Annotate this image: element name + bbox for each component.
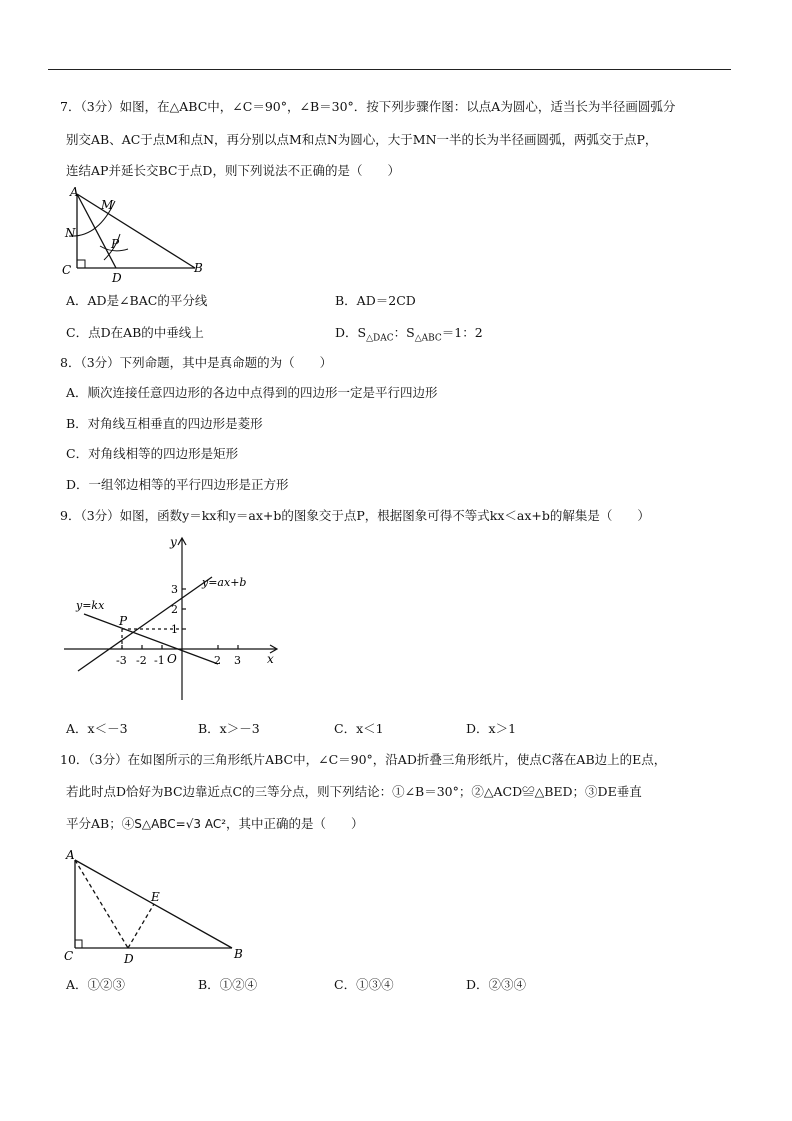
q9-stem: 9．（3分）如图，函数y＝kx和y＝ax+b的图象交于点P，根据图象可得不等式kx＜ax+b的解集是（ ） [60,508,650,523]
q7-triangle [69,194,195,268]
q7-stem-line3: 连结AP并延长交BC于点D，则下列说法不正确的是（ ） [66,163,400,178]
q9-ytick-2: 2 [171,603,178,616]
q7-option-d-sub1: △DAC [366,333,394,344]
q10-option-d[interactable]: D．②③④ [466,977,527,992]
q7-label-b: B [194,261,203,275]
q7-label-m: M [101,198,114,212]
q9-y-label: y [170,535,177,549]
q9-x-label: x [267,652,274,666]
q7-option-a[interactable]: A．AD是∠BAC的平分线 [66,293,208,308]
q10-option-a[interactable]: A．①②③ [66,977,126,992]
q7-option-d-sub2: △ABC [414,333,442,344]
q8-option-b[interactable]: B．对角线互相垂直的四边形是菱形 [66,416,263,431]
q7-option-d-mid: ：S [393,325,415,340]
q8-option-c[interactable]: C．对角线相等的四边形是矩形 [66,446,239,461]
q7-option-b[interactable]: B．AD＝2CD [335,293,416,308]
q9-origin-label: O [167,652,177,666]
q9-xtick-m2: -2 [136,654,147,667]
q9-ytick-3: 3 [171,583,178,596]
q7-label-d: D [112,271,122,285]
q9-xtick-m3: -3 [116,654,127,667]
q10-label-a: A [66,848,75,862]
q10-fold-line-ad [75,860,128,948]
q9-xtick-3: 3 [234,654,241,667]
q7-stem-line2: 别交AB、AC于点M和点N，再分别以点M和点N为圆心，大于MN一半的长为半径画圆弧，两弧交于点P， [66,132,658,147]
q7-option-c[interactable]: C．点D在AB的中垂线上 [66,325,204,340]
q7-label-c: C [62,263,72,277]
q9-p-label: P [119,614,128,628]
q10-label-b: B [234,947,243,961]
q10-stem-line2: 若此时点D恰好为BC边靠近点C的三等分点，则下列结论：①∠B＝30°；②△ACD≌△BED；③DE垂直 [66,784,642,799]
q10-figure [60,846,260,971]
q9-option-b[interactable]: B．x＞－3 [198,721,260,736]
q9-xtick-2: 2 [214,654,221,667]
q10-option-c[interactable]: C．①③④ [334,977,394,992]
q10-fold-line-de [128,904,154,948]
q9-option-c[interactable]: C．x＜1 [334,721,384,736]
q9-ytick-1: 1 [171,623,178,636]
q9-kx-label: y=kx [76,599,105,612]
q9-graph [60,532,285,708]
q10-label-d: D [124,952,134,966]
q7-option-d-prefix: D．S [335,325,367,340]
q9-option-a[interactable]: A．x＜－3 [66,721,128,736]
q7-stem-line1: 7．（3分）如图，在△ABC中，∠C＝90°，∠B＝30°．按下列步骤作图：以点A为圆心，适当长为半径画圆弧分 [60,99,676,114]
q10-area-formula: S△ABC=√3 AC² [134,817,227,831]
q7-label-n: N [65,226,76,240]
q8-stem: 8．（3分）下列命题，其中是真命题的为（ ） [60,355,333,370]
q9-axb-label: y=ax+b [202,576,247,589]
q9-line-kx [84,614,218,664]
q7-option-d[interactable] [335,325,483,347]
q10-label-e: E [151,890,160,904]
q10-stem-line3-prefix: 平分AB；④ [66,816,135,831]
q7-option-d-suffix: ＝1：2 [441,325,483,340]
q7-label-p: P [111,237,120,251]
q7-figure [60,186,220,286]
q8-option-a[interactable]: A．顺次连接任意四边形的各边中点得到的四边形一定是平行四边形 [66,385,438,400]
q7-label-a: A [70,185,79,199]
q10-stem-line1: 10．（3分）在如图所示的三角形纸片ABC中，∠C＝90°，沿AD折叠三角形纸片，使点C落在AB边上的E点， [60,752,667,767]
q9-option-d[interactable]: D．x＞1 [466,721,517,736]
q10-stem-line3 [66,816,364,832]
q9-xtick-m1: -1 [154,654,165,667]
q8-option-d[interactable]: D．一组邻边相等的平行四边形是正方形 [66,477,289,492]
q10-stem-line3-suffix: ，其中正确的是（ ） [226,816,364,831]
q10-label-c: C [64,949,74,963]
header-rule [48,69,731,70]
q10-option-b[interactable]: B．①②④ [198,977,258,992]
